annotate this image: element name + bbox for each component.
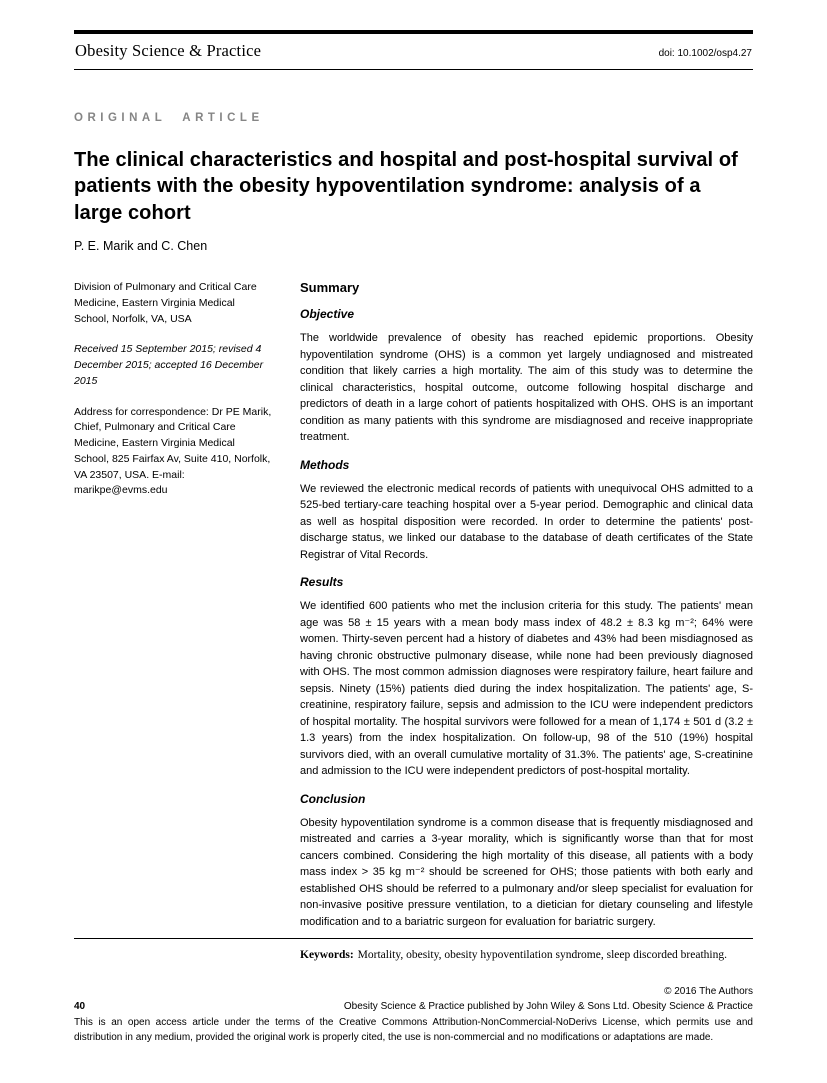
affiliation-text: Division of Pulmonary and Critical Care Medicine, Eastern Virginia Medical School, Norfolk, VA, USA <box>74 281 257 325</box>
journal-header <box>74 30 753 70</box>
page-number: 40 <box>74 1001 86 1013</box>
page-footer <box>74 938 753 1045</box>
objective-text: The worldwide prevalence of obesity has reached epidemic proportions. Obesity hypoventilation syndrome (OHS) is a common yet largely undiagnosed and mistreated condition that likely carries a high mortality. The aim of this study was to determine the clinical characteristics, hospital outcome, outcome following hospital discharge and predictors of death in a large cohort of patients hospitalized with OHS. OHS is an important condition as many patients with this syndrome are misdiagnosed and receive inappropriate treatment. <box>300 332 753 444</box>
doi-text: doi: 10.1002/osp4.27 <box>658 48 752 59</box>
summary-heading: Summary <box>300 280 360 296</box>
article-authors: P. E. Marik and C. Chen <box>74 239 208 254</box>
methods-heading: Methods <box>300 457 350 472</box>
article-type-label: ORIGINAL ARTICLE <box>74 112 264 124</box>
conclusion-text: Obesity hypoventilation syndrome is a common disease that is frequently misdiagnosed and mistreated and carries a 3-year morality, which is significantly worse than that for most cancers combined. Considering the high mortality of this disease, all patients with a body mass index > 35 kg m⁻² should be screened for OHS; those patients with both early and established OHS should be referred to a pulmonary and/or sleep specialist for evaluation for non-invasive positive pressure ventilation, to a dietician for dietary counseling and lifestyle modification and to a bariatric surgeon for evaluation for bariatric surgery. <box>300 816 753 928</box>
keywords-text: Mortality, obesity, obesity hypoventilation syndrome, sleep discorded breathing. <box>357 949 727 962</box>
copyright-line: © 2016 The Authors <box>664 986 753 997</box>
article-sidebar <box>74 280 272 963</box>
summary-section-objective <box>300 307 753 446</box>
publisher-text: Obesity Science & Practice published by John Wiley & Sons Ltd. Obesity Science & Practice <box>343 1001 753 1013</box>
keywords-label: Keywords: <box>300 949 354 962</box>
journal-header-row <box>74 34 753 69</box>
results-heading: Results <box>300 575 344 590</box>
methods-text: We reviewed the electronic medical records of patients with unequivocal OHS admitted to a 525-bed tertiary-care teaching hospital over a 5-year period. Demographic and clinical data as well as hospital disposition were recorded. In order to determine the patients' post-discharge status, we linked our database to the database of death certificates of the State Registrar of Vital Records. <box>300 482 753 561</box>
summary-section-methods <box>300 458 753 564</box>
objective-heading: Objective <box>300 307 355 322</box>
publisher-line <box>74 1000 753 1014</box>
summary-section-conclusion <box>300 792 753 931</box>
journal-name: Obesity Science & Practice <box>75 41 262 60</box>
footer-rule <box>74 938 753 939</box>
conclusion-heading: Conclusion <box>300 791 366 806</box>
correspondence-text: Address for correspondence: Dr PE Marik, Chief, Pulmonary and Critical Care Medicine, Eastern Virginia Medical School, 825 Fairfax Av, Suite 410, Norfolk, VA 23507, USA. E-mail: marikpe@evms.edu <box>74 405 272 497</box>
summary-column <box>300 280 753 963</box>
article-title: The clinical characteristics and hospital and post-hospital survival of patients with the obesity hypoventilation syndrome: analysis of a large cohort <box>74 149 738 224</box>
summary-section-results <box>300 575 753 780</box>
license-text: This is an open access article under the terms of the Creative Commons Attribution-NonCommercial-NoDerivs License, which permits use and distribution in any medium, provided the original work is properly cited, the use is non-commercial and no modifications or adaptations are made. <box>74 1017 753 1043</box>
results-text: We identified 600 patients who met the inclusion criteria for this study. The patients' mean age was 58 ± 15 years with a mean body mass index of 48.2 ± 8.3 kg m⁻²; 64% were women. Thirty-seven percent had a history of diabetes and 43% had been misdiagnosed as having chronic obstructive pulmonary disease, while none had been previously diagnosed with OHS. The most common admission diagnoses were respiratory failure, heart failure and sepsis. Ninety (15%) patients died during the index hospitalization. The patients' age, S-creatinine, respiratory failure, sepsis and admission to the ICU were independent predictors of hospital mortality. The hospital survivors were followed for a mean of 1,174 ± 501 d (3.2 ± 1.3 years) from the index hospitalization. On follow-up, 98 of the 510 (19%) hospital survivors died, with an overall cumulative mortality of 31.3%. The patients' age, S-creatinine and admission to the ICU were independent predictors of post-hospital mortality. <box>300 600 753 778</box>
article-history-text: Received 15 September 2015; revised 4 December 2015; accepted 16 December 2015 <box>74 343 264 387</box>
article-body <box>74 280 753 963</box>
